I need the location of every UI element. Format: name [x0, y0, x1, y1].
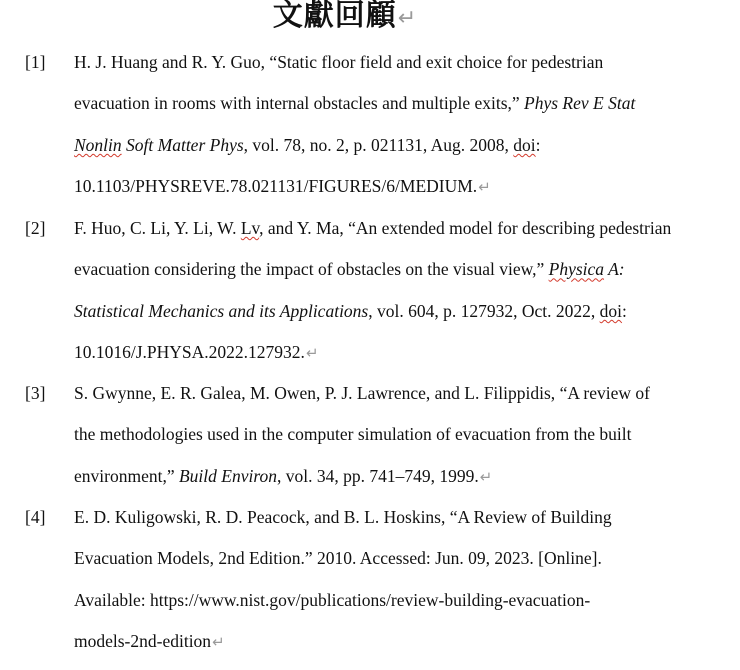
- reference-number: [2]: [25, 218, 46, 238]
- reference-text: [74, 208, 674, 375]
- spellcheck-flag: doi: [599, 300, 623, 321]
- paragraph-mark: ↵: [212, 633, 225, 652]
- journal-part: Phys Rev E Stat: [524, 93, 636, 114]
- reference-doi: : 10.1103/PHYSREVE.78.021131/FIGURES/6/MEDIUM.: [74, 134, 541, 197]
- spellcheck-flag: Lv: [240, 218, 260, 238]
- paragraph-mark: ↵: [305, 344, 319, 363]
- journal-part: A: Statistical Mechanics and its Applications: [74, 259, 625, 321]
- reference-authors: , and Y. Ma,: [259, 218, 349, 238]
- reference-journal: Build Environ: [178, 465, 277, 486]
- reference-authors: F. Huo, C. Li, Y. Li, W.: [74, 218, 241, 238]
- title-text: 文獻回顧: [272, 0, 397, 33]
- journal-part: Soft Matter Phys: [121, 134, 244, 155]
- reference-url[interactable]: https://www.nist.gov/publications/review-building-evacuation-: [149, 589, 591, 610]
- reference-item-4: [25, 497, 675, 664]
- reference-article-title: “A review of the methodologies used in the computer simulation of evacuation from the built environment,”: [74, 383, 650, 486]
- reference-text: [74, 373, 674, 498]
- reference-item-2: [25, 208, 675, 375]
- reference-item-3: [25, 373, 675, 498]
- paragraph-mark: ↵: [397, 6, 418, 31]
- page-title: [0, 0, 690, 37]
- reference-number: [1]: [25, 52, 46, 72]
- reference-details: , vol. 604, p. 127932, Oct. 2022,: [368, 300, 600, 321]
- reference-authors: S. Gwynne, E. R. Galea, M. Owen, P. J. Lawrence, and L. Filippidis,: [74, 383, 560, 403]
- spellcheck-flag: doi: [513, 134, 536, 155]
- reference-body: E. D. Kuligowski, R. D. Peacock, and B. L. Hoskins, “A Review of Building Evacuation Models, 2nd Edition.” 2010. Accessed: Jun. 09, 2023. [Online]. Available:: [74, 507, 612, 610]
- reference-details: , vol. 34, pp. 741–749, 1999.: [277, 465, 479, 486]
- reference-text: [74, 42, 674, 209]
- reference-number: [3]: [25, 383, 46, 403]
- reference-number: [4]: [25, 507, 46, 527]
- reference-item-1: [25, 42, 675, 209]
- paragraph-mark: ↵: [479, 467, 493, 486]
- reference-doi: : 10.1016/J.PHYSA.2022.127932.: [74, 300, 627, 363]
- spellcheck-flag: Physica: [548, 259, 605, 280]
- reference-text: [74, 497, 674, 664]
- reference-authors: H. J. Huang and R. Y. Guo,: [74, 52, 270, 72]
- spellcheck-flag: Nonlin: [74, 134, 122, 155]
- reference-article-title: “Static floor field and exit choice for pedestrian evacuation in rooms with internal obstacles and multiple exits,”: [74, 52, 604, 114]
- paragraph-mark: ↵: [478, 178, 491, 197]
- reference-url[interactable]: models-2nd-edition: [74, 631, 212, 652]
- reference-details: , vol. 78, no. 2, p. 021131, Aug. 2008,: [243, 134, 514, 155]
- reference-article-title: “An extended model for describing pedestrian evacuation considering the impact of obstacles on the visual view,”: [74, 218, 672, 280]
